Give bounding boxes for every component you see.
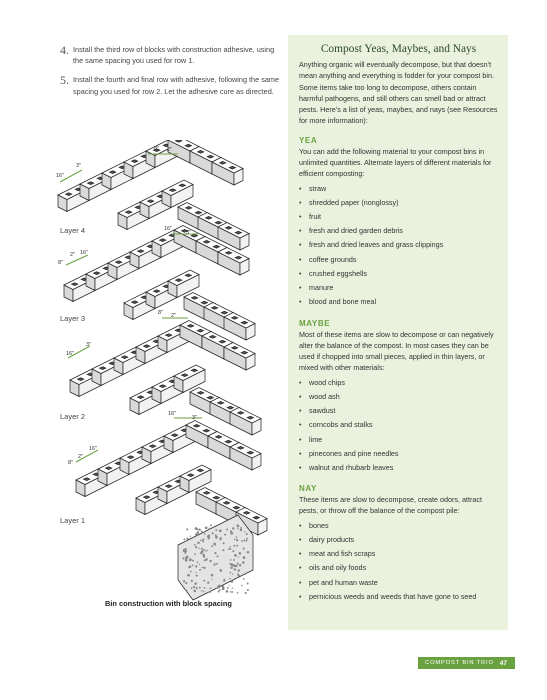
dimension-label: 3" bbox=[86, 342, 92, 348]
layer-label: Layer 1 bbox=[60, 516, 86, 525]
maybe-list bbox=[299, 376, 498, 475]
yea-list bbox=[299, 182, 498, 310]
dimension-label: 3" bbox=[192, 415, 198, 421]
step-number: 4. bbox=[60, 43, 69, 57]
list-item: • fresh and dried garden debris bbox=[299, 224, 498, 238]
yea-text: You can add the following material to your compost bins in unlimited quantities. Alternate layers of different materials for efficient composting: bbox=[299, 146, 492, 179]
list-item: • crushed eggshells bbox=[299, 267, 498, 281]
list-item: • oils and oily foods bbox=[299, 561, 498, 575]
dimension-label: 16" bbox=[66, 351, 75, 357]
list-item: • dairy products bbox=[299, 533, 498, 547]
maybe-heading: MAYBE bbox=[299, 318, 331, 328]
nay-text: These items are slow to decompose, create odors, attract pests, or throw off the balance of the compost pile: bbox=[299, 495, 482, 516]
list-item: • fresh and dried leaves and grass clippings bbox=[299, 238, 498, 252]
list-item: • blood and bone meal bbox=[299, 295, 498, 309]
dimension-label: 16" bbox=[168, 411, 177, 417]
list-item: • pernicious weeds and weeds that have gone to seed bbox=[299, 590, 498, 604]
list-item: • fruit bbox=[299, 210, 498, 224]
dimension-label: 16" bbox=[164, 226, 173, 232]
layer-label: Layer 3 bbox=[60, 314, 86, 323]
dimension-label: 8" bbox=[68, 460, 74, 466]
list-item: • wood ash bbox=[299, 390, 498, 404]
page-footer bbox=[418, 657, 515, 669]
list-item: • bones bbox=[299, 519, 498, 533]
layer-label: Layer 4 bbox=[60, 226, 86, 235]
list-item: • wood chips bbox=[299, 376, 498, 390]
dimension-label: 16" bbox=[89, 446, 98, 452]
sidebar-intro: Anything organic will eventually decompose, but that doesn’t mean anything and everything is fodder for your compost bin. Some items take too long to decompose, others contain harmful pathogens, and still others can smell bad or attract pests. Here’s a list of yeas, maybes, and nays (see Resources for more information): bbox=[299, 60, 498, 126]
list-item: • manure bbox=[299, 281, 498, 295]
page-number: 47 bbox=[499, 659, 507, 667]
dimension-label: 2" bbox=[167, 147, 173, 153]
dimension-label: 2" bbox=[78, 454, 84, 460]
list-item: • sawdust bbox=[299, 404, 498, 418]
layer-label: Layer 2 bbox=[60, 412, 86, 421]
step-text: Install the third row of blocks with construction adhesive, using the same spacing you used for row 1. bbox=[73, 45, 275, 66]
dimension-label: 2" bbox=[70, 252, 76, 258]
list-item: • coffee grounds bbox=[299, 253, 498, 267]
block-layers-diagram bbox=[38, 140, 283, 620]
step-number: 5. bbox=[60, 73, 69, 88]
dimension-label: 8" bbox=[58, 260, 64, 266]
blocks-illustration bbox=[38, 140, 283, 620]
list-item: • meat and fish scraps bbox=[299, 547, 498, 561]
figure-caption: Bin construction with block spacing bbox=[105, 599, 232, 608]
sidebar-title: Compost Yeas, Maybes, and Nays bbox=[320, 43, 477, 55]
dimension-label: 8" bbox=[158, 310, 164, 316]
maybe-text: Most of these items are slow to decompose or can negatively alter the balance of the compost. In most cases they can be used if chopped into small pieces, applied in thin layers, or mixed with other materials: bbox=[299, 329, 494, 373]
dimension-label: 3" bbox=[186, 230, 192, 236]
dimension-label: 3" bbox=[76, 163, 82, 169]
list-item: • shredded paper (nonglossy) bbox=[299, 196, 498, 210]
dimension-label: 2" bbox=[171, 313, 177, 319]
dimension-label: 16" bbox=[80, 250, 89, 256]
list-item: • walnut and rhubarb leaves bbox=[299, 461, 498, 475]
compost-sidebar bbox=[288, 35, 508, 630]
list-item: • pet and human waste bbox=[299, 576, 498, 590]
nay-list bbox=[299, 519, 498, 604]
dimension-label: 16" bbox=[56, 173, 65, 179]
dimension-label: 8" bbox=[154, 146, 160, 152]
nay-heading: NAY bbox=[299, 484, 317, 494]
step-5 bbox=[60, 74, 282, 96]
step-text: Install the fourth and final row with adhesive, following the same spacing you used for row 2. Let the adhesive cure as directed. bbox=[73, 75, 280, 96]
running-footer-title: COMPOST BIN TRIO bbox=[425, 660, 494, 666]
instruction-steps bbox=[60, 44, 282, 105]
yea-heading: YEA bbox=[299, 135, 318, 145]
list-item: • lime bbox=[299, 433, 498, 447]
list-item: • pinecones and pine needles bbox=[299, 447, 498, 461]
step-4 bbox=[60, 44, 282, 66]
list-item: • corncobs and stalks bbox=[299, 418, 498, 432]
list-item: • straw bbox=[299, 182, 498, 196]
